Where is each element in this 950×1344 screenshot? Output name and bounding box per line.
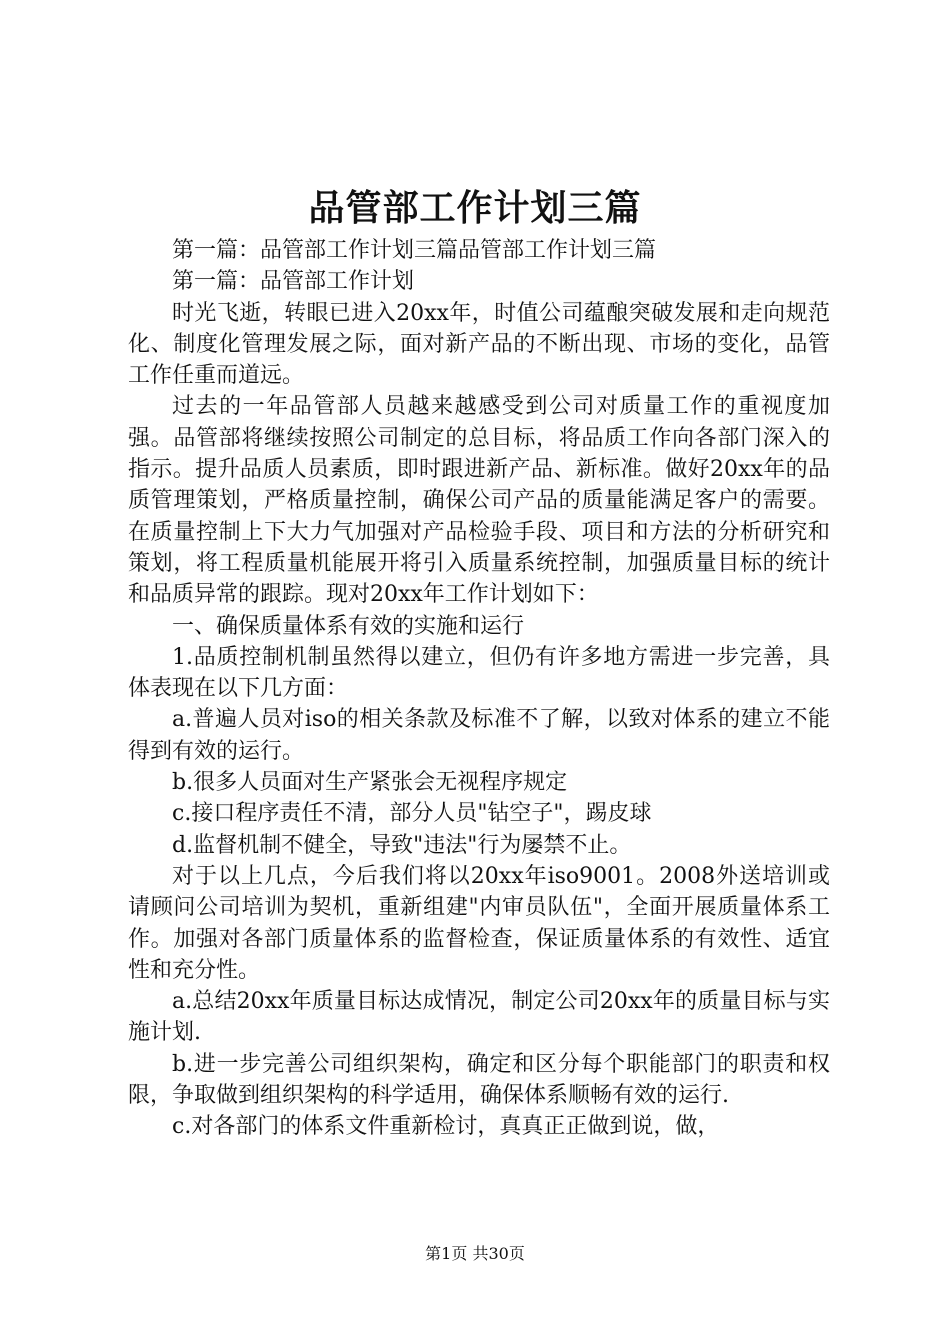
page-total: 共30页 xyxy=(472,1244,525,1263)
paragraph-14: c.对各部门的体系文件重新检讨，真真正正做到说，做， xyxy=(172,1114,720,1140)
paragraph-8: b.很多人员面对生产紧张会无视程序规定 xyxy=(172,770,568,796)
page-number: 第1页 xyxy=(425,1244,468,1263)
paragraph-6: 1.品质控制机制虽然得以建立，但仍有许多地方需进一步完善，具体表现在以下几方面： xyxy=(128,644,830,702)
document-title: 品管部工作计划三篇 xyxy=(308,187,642,229)
paragraph-13: b.进一步完善公司组织架构，确定和区分每个职能部门的职责和权限，争取做到组织架构的科学适用，确保体系顺畅有效的运行. xyxy=(128,1051,830,1109)
paragraph-7: a.普遍人员对iso的相关条款及标准不了解，以致对体系的建立不能得到有效的运行。 xyxy=(128,707,830,764)
paragraph-3: 时光飞逝，转眼已进入20xx年，时值公司蕴酿突破发展和走向规范化、制度化管理发展之际，面对新产品的不断出现、市场的变化，品管工作任重而道远。 xyxy=(128,300,830,389)
page-footer xyxy=(0,1243,950,1265)
paragraph-5: 一、确保质量体系有效的实施和运行 xyxy=(172,613,525,639)
paragraph-1: 第一篇：品管部工作计划三篇品管部工作计划三篇 xyxy=(172,238,657,263)
document-body xyxy=(128,235,830,1143)
paragraph-11: 对于以上几点，今后我们将以20xx年iso9001。2008外送培训或请顾问公司培训为契机，重新组建"内审员队伍"，全面开展质量体系工作。加强对各部门质量体系的监督检查，保证质量体系的有效性、适宜性和充分性。 xyxy=(128,863,830,983)
paragraph-10: d.监督机制不健全，导致"违法"行为屡禁不止。 xyxy=(172,832,632,858)
paragraph-2: 第一篇：品管部工作计划 xyxy=(172,269,415,295)
paragraph-12: a.总结20xx年质量目标达成情况，制定公司20xx年的质量目标与实施计划. xyxy=(128,989,830,1046)
paragraph-9: c.接口程序责任不清，部分人员"钻空子"，踢皮球 xyxy=(172,801,652,827)
paragraph-4: 过去的一年品管部人员越来越感受到公司对质量工作的重视度加强。品管部将继续按照公司制定的总目标，将品质工作向各部门深入的指示。提升品质人员素质，即时跟进新产品、新标准。做好20xx年的品质管理策划，严格质量控制，确保公司产品的质量能满足客户的需要。在质量控制上下大力气加强对产品检验手段、项目和方法的分析研究和策划，将工程质量机能展开将引入质量系统控制，加强质量目标的统计和品质异常的跟踪。现对20xx年工作计划如下： xyxy=(128,394,830,608)
